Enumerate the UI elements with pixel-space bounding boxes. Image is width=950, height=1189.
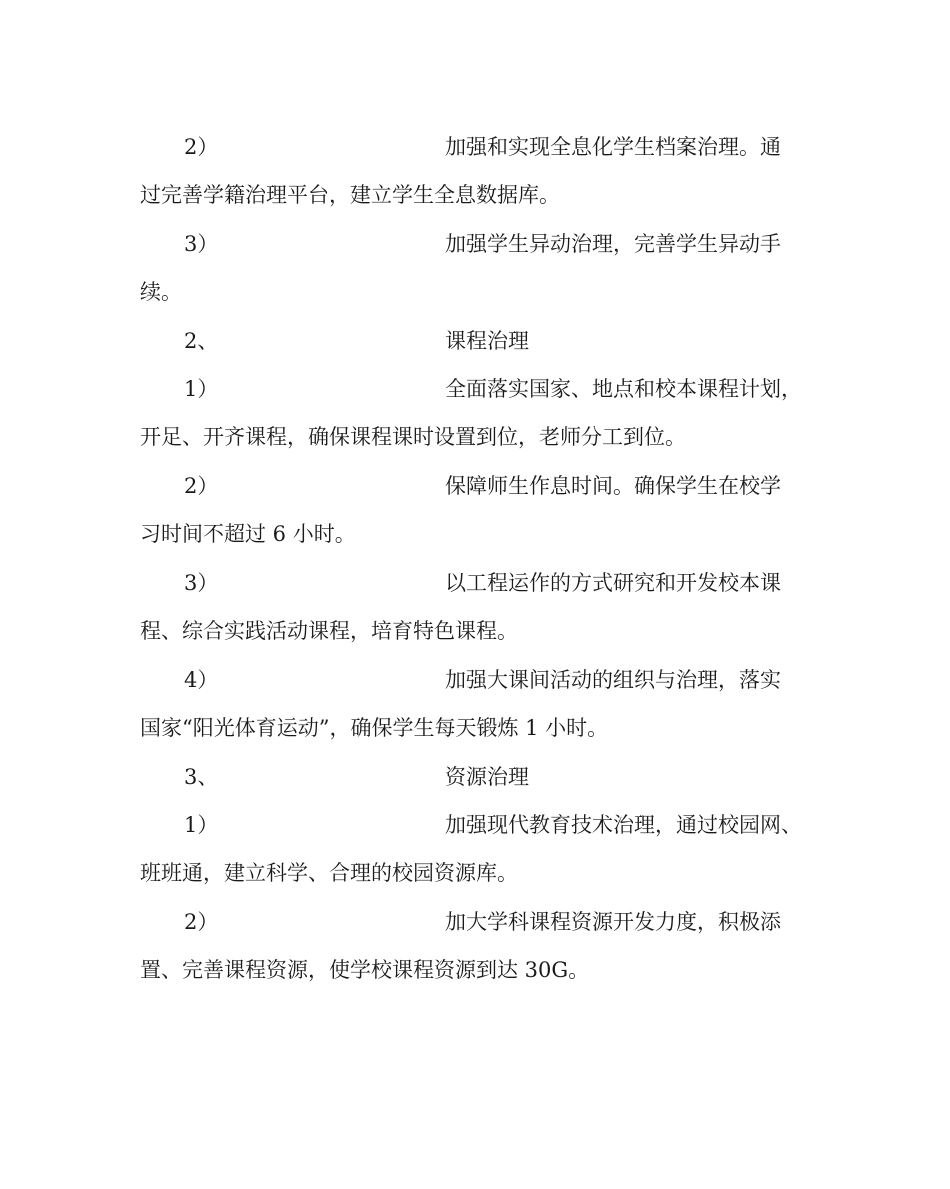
item-number: 2） [184, 474, 219, 498]
item-text-line2: 班班通，建立科学、合理的校园资源库。 [140, 861, 518, 885]
item-text-line2: 习时间不超过 6 小时。 [140, 522, 356, 546]
item-number: 2） [184, 135, 219, 159]
item-text-line2: 续。 [140, 280, 182, 304]
item-text-line1: 加强和实现全息化学生档案治理。通 [445, 135, 781, 159]
item-text-line2: 过完善学籍治理平台，建立学生全息数据库。 [140, 183, 560, 207]
item-text-line1: 保障师生作息时间。确保学生在校学 [445, 474, 781, 498]
item-number: 4） [184, 668, 219, 692]
item-number: 1） [184, 813, 219, 837]
item-number: 3） [184, 232, 219, 256]
item-number: 3） [184, 571, 219, 595]
item-text-line1: 加强现代教育技术治理，通过校园网、 [445, 813, 802, 837]
item-text-line2: 置、完善课程资源，使学校课程资源到达 30G。 [140, 958, 590, 982]
item-text-line1: 加大学科课程资源开发力度，积极添 [445, 910, 781, 934]
item-number: 2） [184, 910, 219, 934]
item-text-line2: 程、综合实践活动课程，培育特色课程。 [140, 619, 518, 643]
item-text-line2: 国家“阳光体育运动”，确保学生每天锻炼 1 小时。 [140, 716, 609, 740]
section-number: 2、 [184, 329, 219, 353]
section-number: 3、 [184, 765, 219, 789]
section-title: 资源治理 [445, 765, 529, 789]
item-text-line1: 加强大课间活动的组织与治理，落实 [445, 668, 781, 692]
item-text-line2: 开足、开齐课程，确保课程课时设置到位，老师分工到位。 [140, 425, 686, 449]
item-text-line1: 以工程运作的方式研究和开发校本课 [445, 571, 781, 595]
item-text-line1: 加强学生异动治理，完善学生异动手 [445, 232, 781, 256]
section-title: 课程治理 [445, 329, 529, 353]
item-text-line1: 全面落实国家、地点和校本课程计划， [445, 377, 802, 401]
item-number: 1） [184, 377, 219, 401]
